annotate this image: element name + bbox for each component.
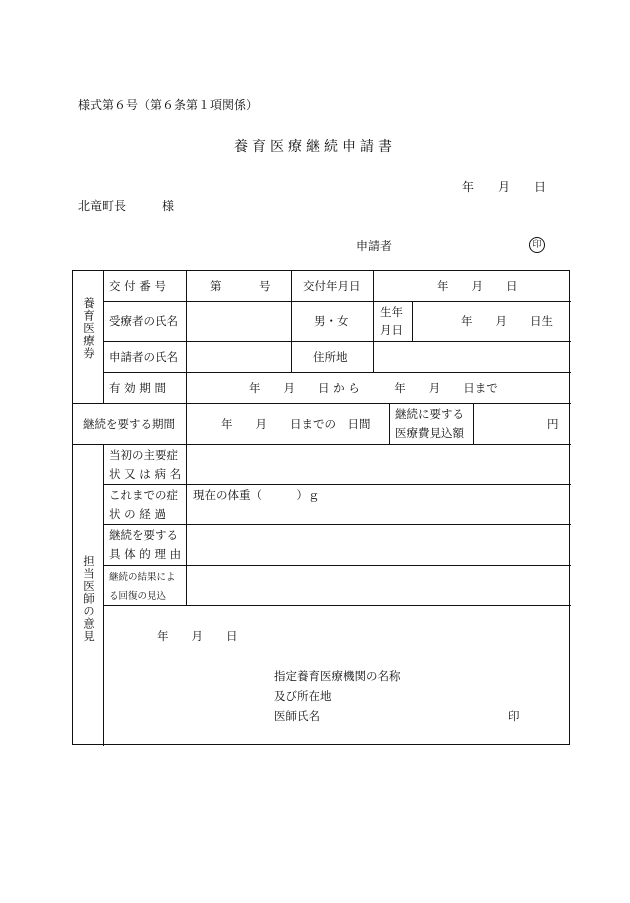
card-section-label: 養育医療券 xyxy=(82,297,96,360)
initial-symptoms-label-line2: 状 又 は 病 名 xyxy=(109,466,182,481)
doctor-opinion-label: 担当医師の意見 xyxy=(82,555,96,643)
symptom-progress-label-line2: 状 の 経 過 xyxy=(109,506,166,521)
doctor-seal-icon: 印 xyxy=(508,709,520,723)
patient-name-label: 受療者の氏名 xyxy=(109,314,178,328)
grid-line xyxy=(373,271,374,372)
initial-symptoms-label-line1: 当初の主要症 xyxy=(109,447,178,462)
doctor-name-label: 医師氏名 xyxy=(274,709,320,723)
issue-date-label: 交付年月日 xyxy=(303,279,361,293)
opinion-date: 年 月 日 xyxy=(157,629,238,643)
cost-label-line1: 継続に要する xyxy=(395,407,464,421)
institution-address-label: 及び所在地 xyxy=(274,689,332,703)
recovery-outlook-label-line1: 継続の結果によ xyxy=(109,571,176,583)
applicant-seal-icon: 印 xyxy=(529,237,545,253)
addressee: 北竜町長 様 xyxy=(78,199,175,213)
applicant-label: 申請者 xyxy=(356,239,393,253)
institution-name-label: 指定養育医療機関の名称 xyxy=(274,669,401,683)
issue-number-label: 交 付 番 号 xyxy=(109,279,166,293)
issue-number-go: 号 xyxy=(259,279,271,293)
validity-period-label: 有 効 期 間 xyxy=(109,380,166,395)
grid-line xyxy=(103,271,104,403)
form-number: 様式第６号（第６条第１項関係） xyxy=(78,98,259,112)
grid-line xyxy=(103,444,104,746)
issue-date-value: 年 月 日 xyxy=(437,279,518,293)
grid-line xyxy=(291,271,292,372)
birth-label-line2: 月日 xyxy=(380,323,403,337)
continuation-reason-label-line2: 具 体 的 理 由 xyxy=(109,546,182,561)
gender-field: 男・女 xyxy=(314,314,349,328)
grid-line xyxy=(389,403,390,444)
grid-line xyxy=(103,605,571,606)
grid-line xyxy=(412,301,413,341)
birth-label-line1: 生年 xyxy=(380,305,403,319)
continuation-period-value: 年 月 日までの 日間 xyxy=(221,416,371,431)
application-form-table xyxy=(72,270,570,745)
grid-line xyxy=(186,271,187,605)
page-title: 養育医療継続申請書 xyxy=(234,139,396,155)
symptom-progress-label-line1: これまでの症 xyxy=(109,487,178,502)
continuation-reason-label-line1: 継続を要する xyxy=(109,527,178,542)
birth-date-value: 年 月 日生 xyxy=(461,314,553,328)
continuation-period-label: 継続を要する期間 xyxy=(83,416,175,431)
recovery-outlook-label-line2: る回復の見込 xyxy=(109,590,167,602)
current-weight-field: 現在の体重（ ）ｇ xyxy=(193,487,320,502)
grid-line xyxy=(473,403,474,444)
validity-period-value: 年 月 日 か ら 年 月 日まで xyxy=(249,380,498,395)
issue-number-dai: 第 xyxy=(210,279,222,293)
cost-label-line2: 医療費見込額 xyxy=(395,426,464,440)
application-date: 年 月 日 xyxy=(462,180,547,194)
cost-unit: 円 xyxy=(547,416,559,431)
address-label: 住所地 xyxy=(313,349,348,364)
applicant-name-label: 申請者の氏名 xyxy=(109,349,178,364)
